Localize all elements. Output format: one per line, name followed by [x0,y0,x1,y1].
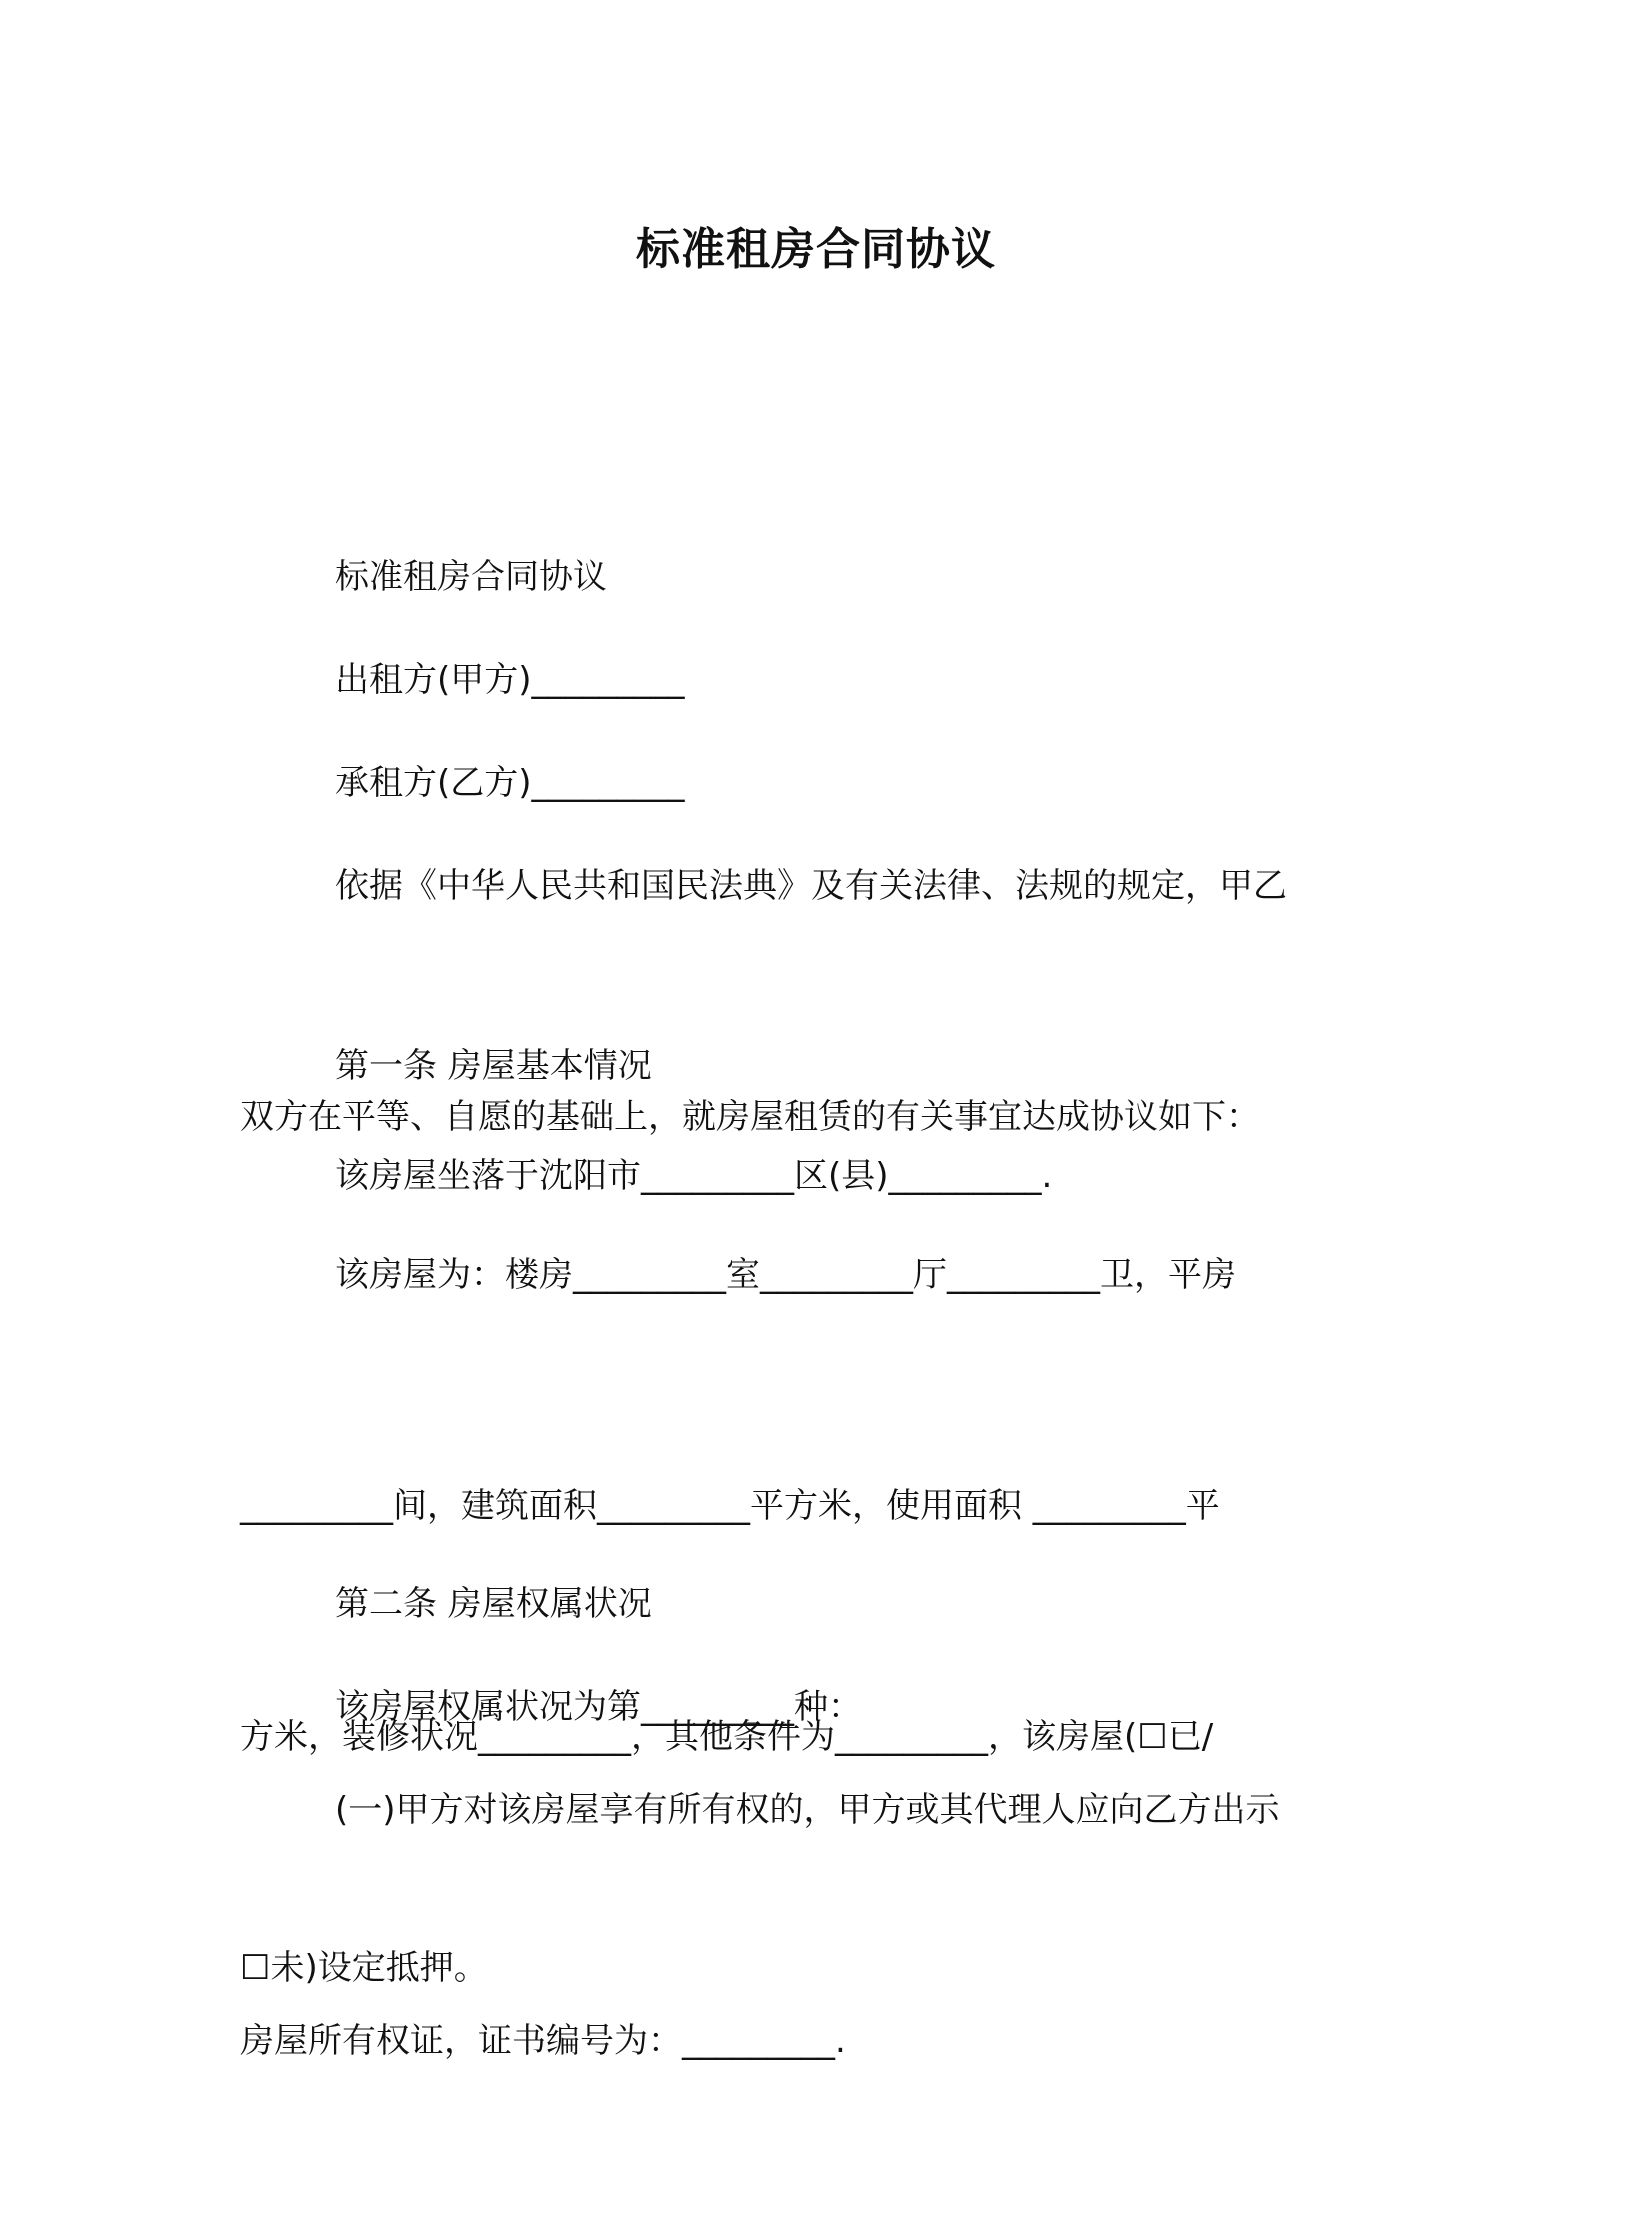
paragraph-line: 房屋所有权证，证书编号为：_________. [240,2021,846,2061]
paragraph-line: 该房屋权属状况为第_________种： [335,1687,862,1727]
paragraph-line: 第二条 房屋权属状况 [335,1584,652,1624]
paragraph-line: _________间，建筑面积_________平方米，使用面积 _________平 [240,1486,1220,1526]
paragraph-line: 标准租房合同协议 [335,557,607,597]
paragraph-line: 方米，装修状况_________，其他条件为_________，该房屋(☐已/ [240,1717,1214,1757]
paragraph-line: 第一条 房屋基本情况 [335,1046,652,1086]
paragraph-line: 该房屋为：楼房_________室_________厅_________卫，平房 [335,1255,1236,1295]
paragraph-ownership-certificate [240,1618,1392,2234]
paragraph-line: 出租方(甲方)_________ [335,660,685,700]
document-title: 标准租房合同协议 [636,224,996,275]
paragraph-line: 依据《中华人民共和国民法典》及有关法律、法规的规定，甲乙 [335,866,1287,906]
paragraph-line: (一)甲方对该房屋享有所有权的，甲方或其代理人应向乙方出示 [335,1790,1280,1830]
paragraph-line: ☐未)设定抵押。 [240,1948,488,1988]
paragraph-line: 承租方(乙方)_________ [335,763,685,803]
paragraph-line: 双方在平等、自愿的基础上，就房屋租赁的有关事宜达成协议如下： [240,1097,1260,1137]
paragraph-line: 该房屋坐落于沈阳市_________区(县)_________. [335,1156,1053,1196]
